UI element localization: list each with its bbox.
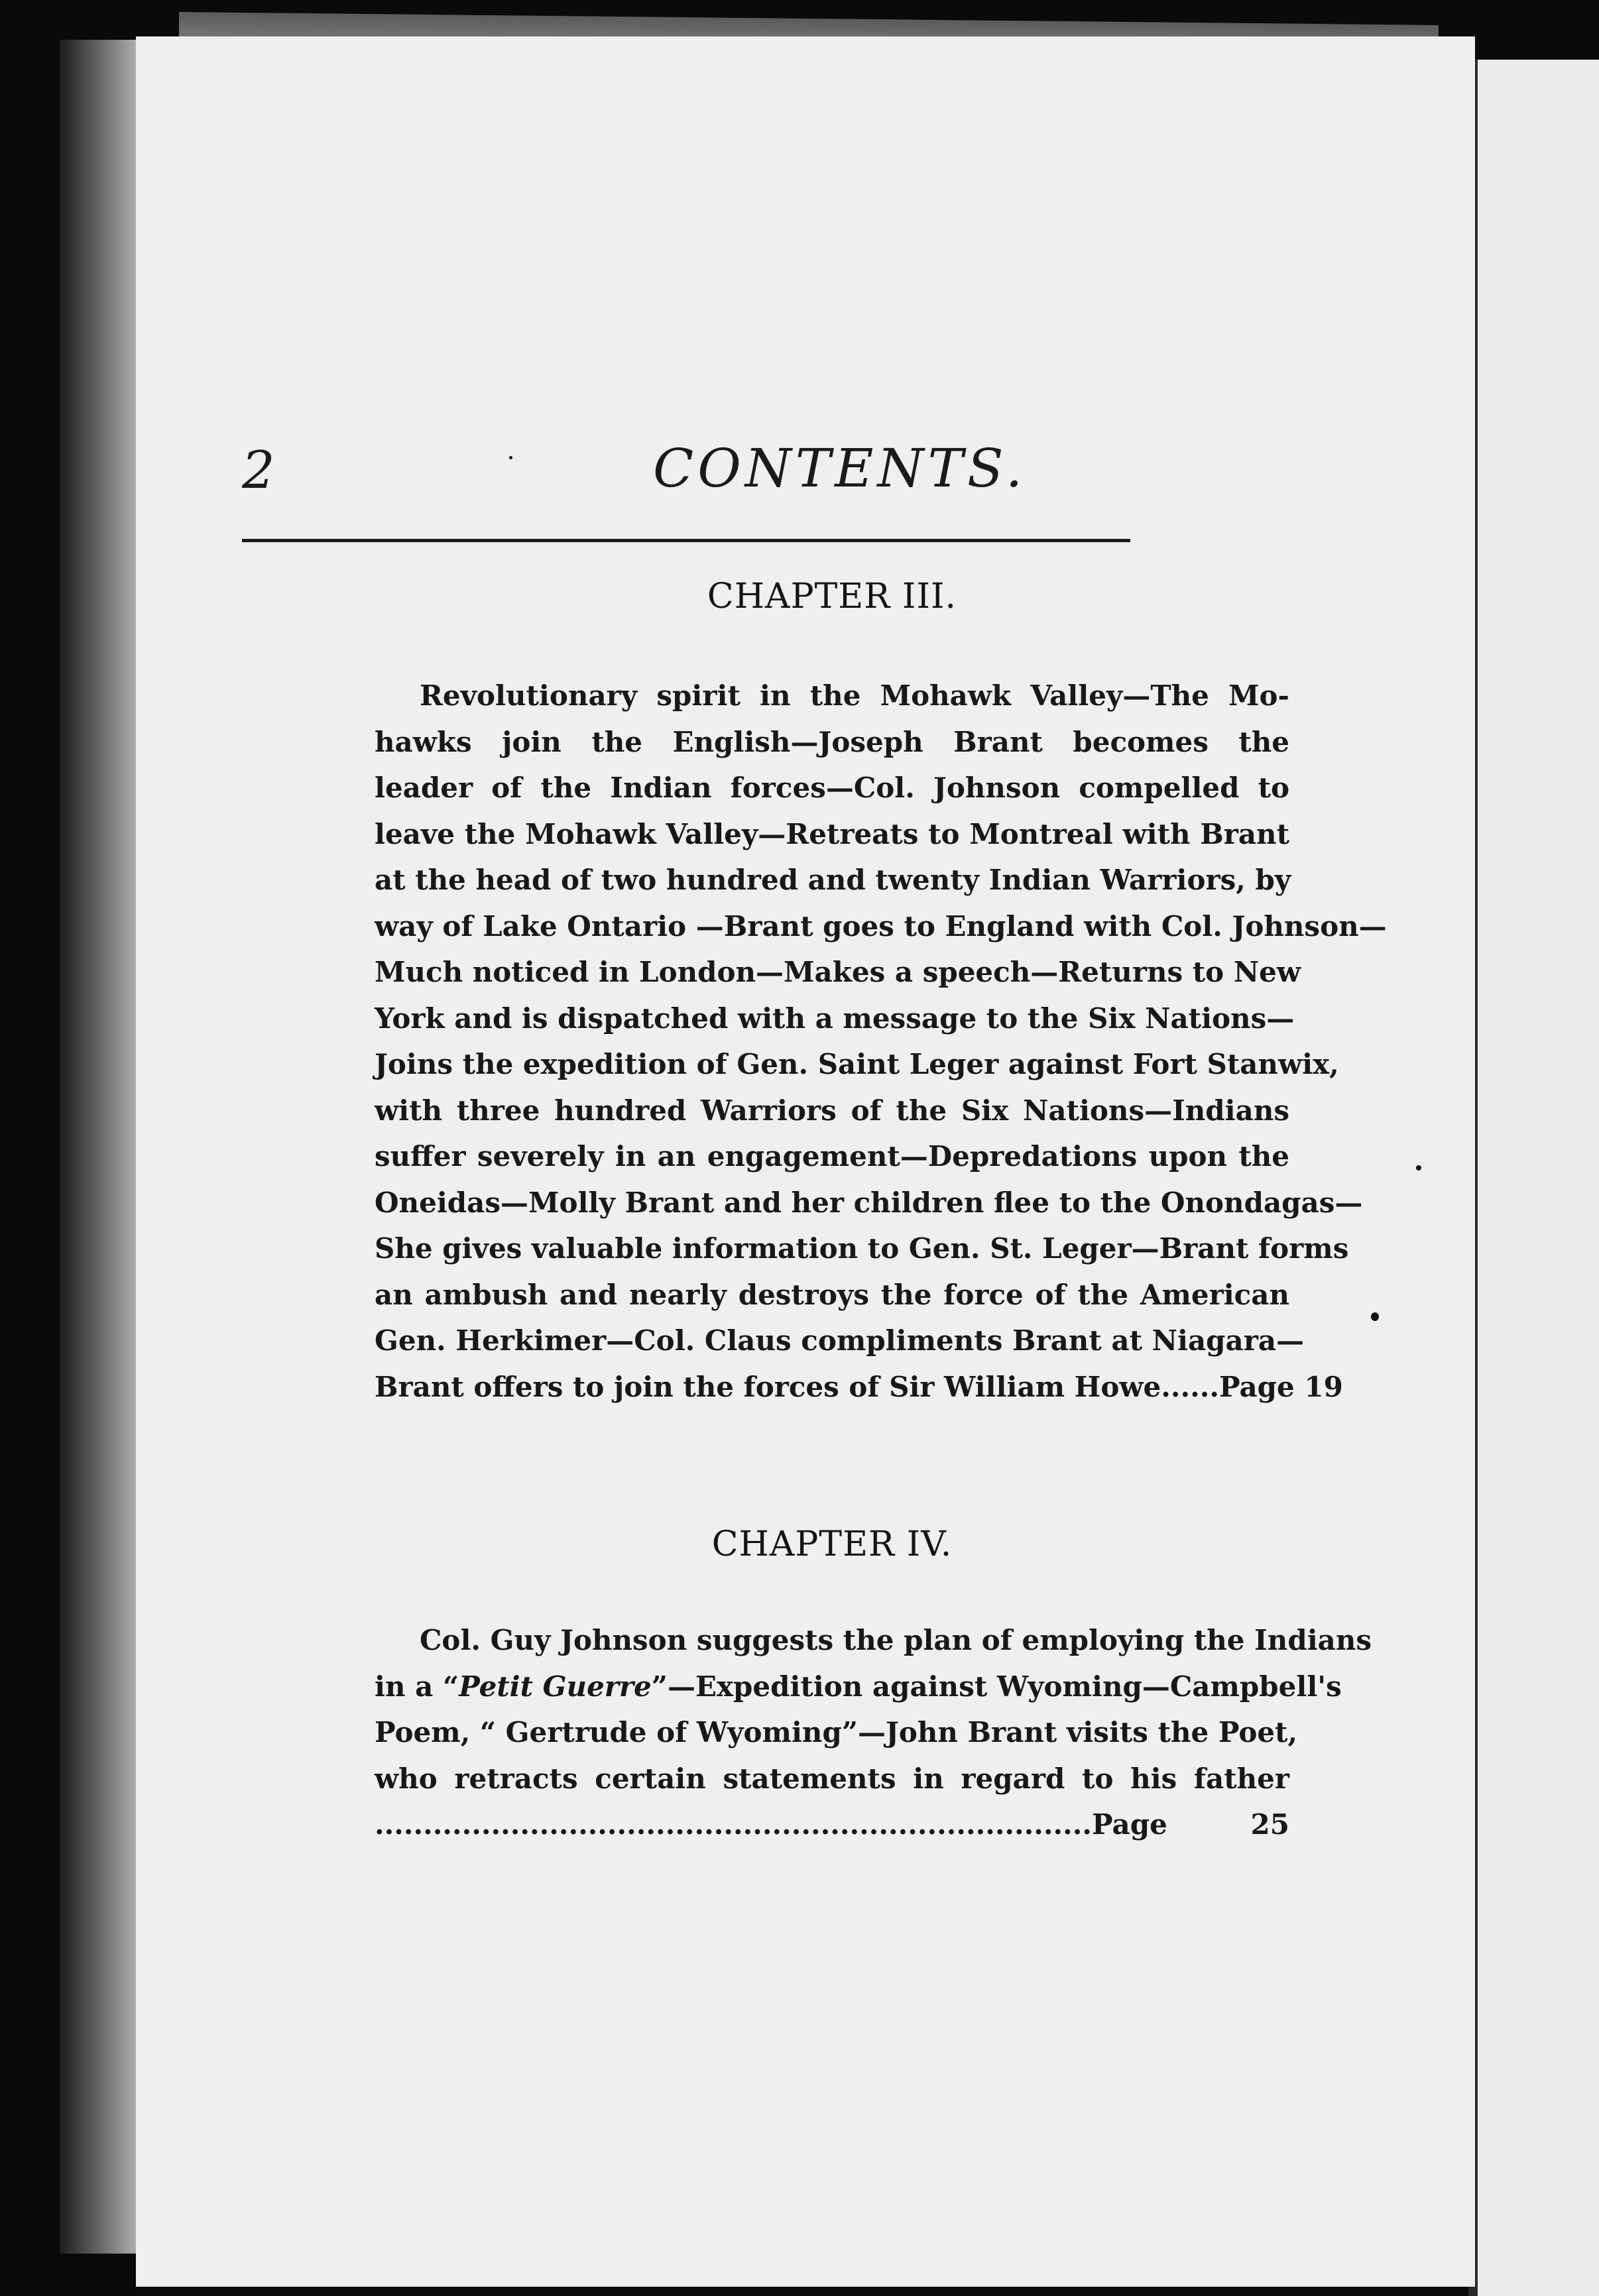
summary-line: Col. Guy Johnson suggests the plan of employing the Indians — [420, 1624, 1372, 1656]
summary-line: with three hundred Warriors of the Six Nations—Indians — [375, 1094, 1289, 1127]
chapter-4-summary — [375, 1617, 1372, 1848]
chapter-3-summary — [375, 673, 1387, 1410]
summary-line: way of Lake Ontario —Brant goes to England with Col. Johnson— — [375, 909, 1387, 943]
summary-line: ..........................................................................Page 25 — [375, 1808, 1289, 1841]
summary-line: who retracts certain statements in regard to his father — [375, 1762, 1289, 1795]
summary-fragment: ”—Expedition against Wyoming—Campbell's — [651, 1670, 1342, 1703]
page-number: 2 — [242, 441, 275, 500]
summary-line: Revolutionary spirit in the Mohawk Valley—The Mo- — [420, 679, 1289, 712]
chapter-3-heading: CHAPTER III. — [707, 577, 957, 616]
facing-page-edge — [1468, 60, 1599, 2296]
summary-line: Joins the expedition of Gen. Saint Leger against Fort Stanwix, — [375, 1048, 1339, 1080]
summary-line — [375, 1664, 1342, 1710]
summary-line: Brant offers to join the forces of Sir William Howe......Page 19 — [375, 1370, 1343, 1403]
scan-speck — [1416, 1165, 1421, 1171]
summary-line: Gen. Herkimer—Col. Claus compliments Brant at Niagara— — [375, 1324, 1305, 1357]
running-title: CONTENTS. — [653, 437, 1027, 499]
chapter-4-heading: CHAPTER IV. — [711, 1524, 953, 1564]
summary-line: at the head of two hundred and twenty Indian Warriors, by — [375, 864, 1291, 896]
summary-line: Much noticed in London—Makes a speech—Returns to New — [375, 956, 1301, 988]
summary-line: York and is dispatched with a message to the Six Nations— — [375, 1002, 1295, 1035]
page-header — [242, 404, 1293, 517]
scan-speck — [509, 456, 512, 459]
summary-line: Poem, “ Gertrude of Wyoming”—John Brant visits the Poet, — [375, 1716, 1298, 1749]
summary-fragment: in a “ — [375, 1670, 459, 1703]
scan-speck — [1371, 1312, 1379, 1321]
summary-line: leave the Mohawk Valley—Retreats to Montreal with Brant — [375, 817, 1289, 850]
summary-line: an ambush and nearly destroys the force of the American — [375, 1278, 1289, 1311]
summary-line: suffer severely in an engagement—Depredations upon the — [375, 1140, 1289, 1173]
summary-line: leader of the Indian forces—Col. Johnson compelled to — [375, 772, 1289, 804]
summary-line: She gives valuable information to Gen. St. Leger—Brant forms — [375, 1232, 1349, 1265]
summary-line: Oneidas—Molly Brant and her children flee to the Onondagas— — [375, 1186, 1363, 1219]
summary-italic-title: Petit Guerre — [459, 1670, 652, 1703]
summary-line: hawks join the English—Joseph Brant becomes the — [375, 725, 1289, 758]
header-rule — [242, 539, 1130, 542]
